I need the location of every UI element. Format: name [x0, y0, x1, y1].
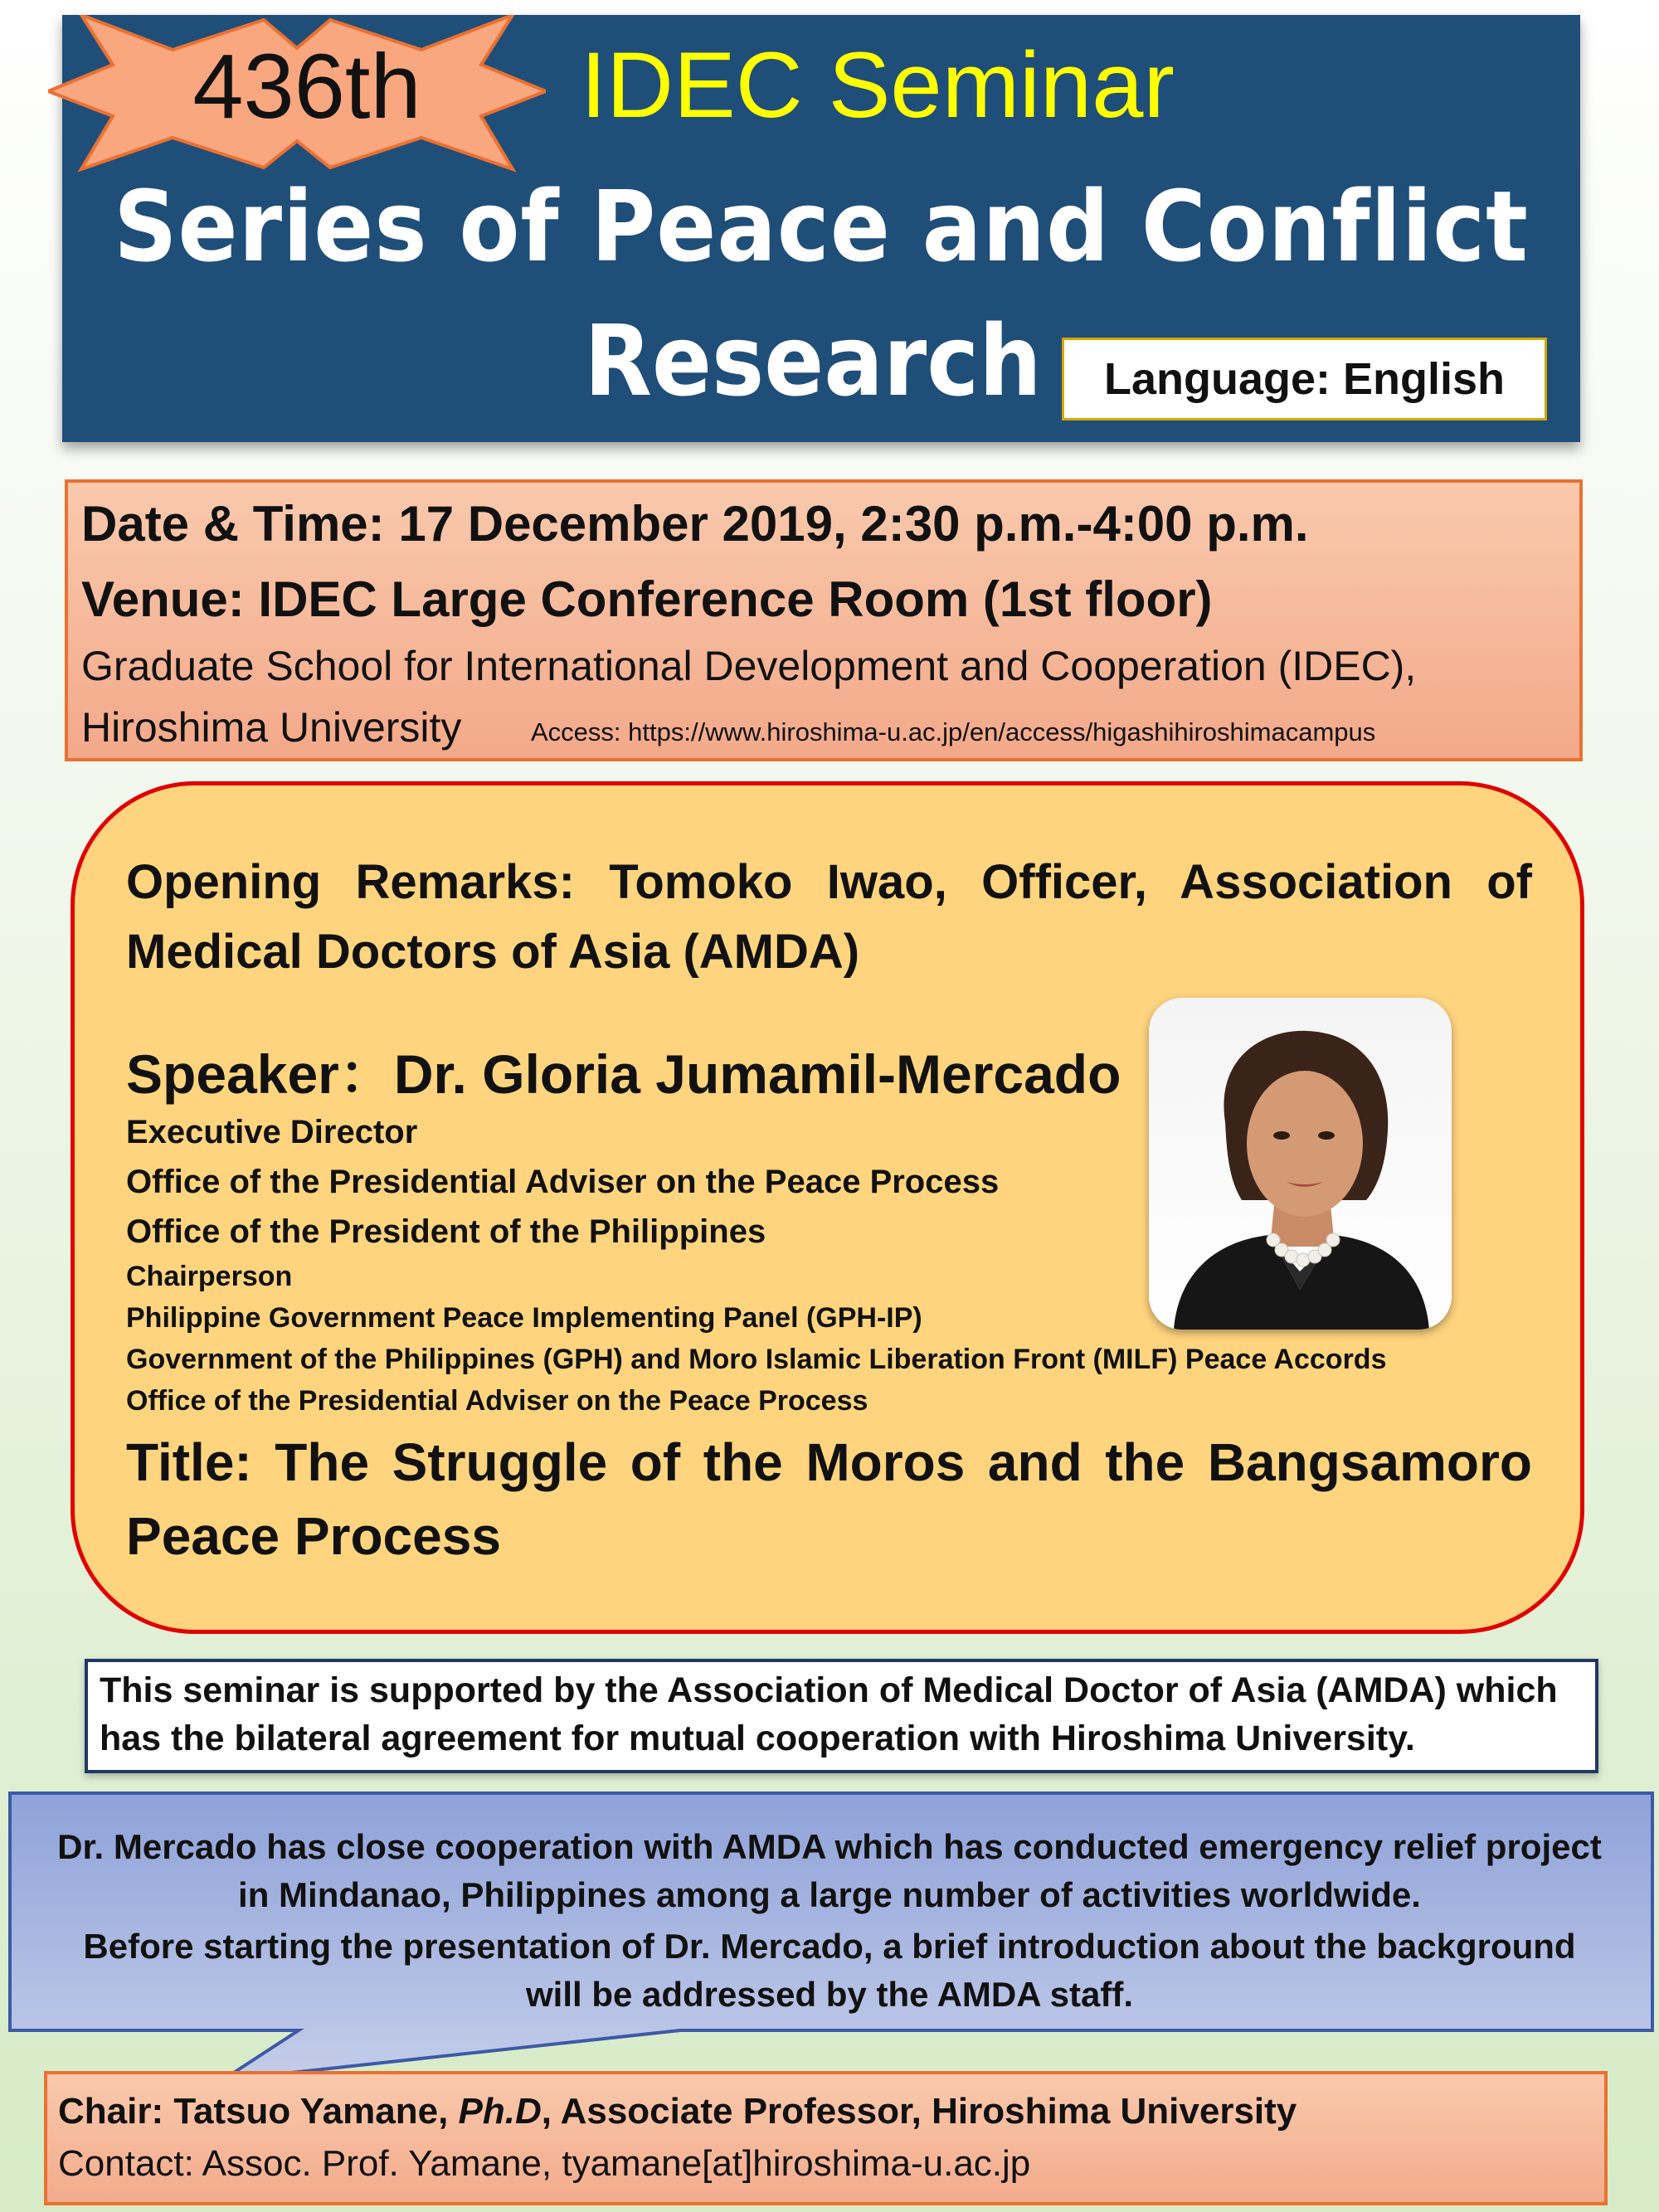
date-time: Date & Time: 17 December 2019, 2:30 p.m.-4:00 p.m.	[81, 496, 1309, 552]
chair-degree: Ph.D	[458, 2091, 542, 2132]
chair-line	[58, 2086, 1593, 2137]
series-title-line2: Research	[584, 304, 1042, 418]
chair-suffix: , Associate Professor, Hiroshima University	[541, 2091, 1297, 2132]
venue: Venue: IDEC Large Conference Room (1st floor)	[81, 571, 1213, 627]
language-badge: Language: English	[1062, 338, 1547, 421]
opening-remarks-line2: Medical Doctors of Asia (AMDA)	[126, 925, 860, 979]
speaker-role: Chairperson	[126, 1261, 293, 1292]
seminar-number: 436th	[192, 36, 421, 138]
callout-line: Dr. Mercado has close cooperation with AMDA which has conducted emergency relief project	[57, 1827, 1602, 1866]
series-title-line1: Series of Peace and Conflict	[114, 169, 1529, 284]
school-name: Graduate School for International Development and Cooperation (IDEC),	[81, 643, 1417, 689]
support-note-line2: has the bilateral agreement for mutual cooperation with Hiroshima University.	[100, 1719, 1415, 1758]
lecture-title-line1: Title: The Struggle of the Moros and the Bangsamoro	[126, 1432, 1532, 1492]
lecture-title-line2: Peace Process	[126, 1506, 501, 1566]
callout-line: in Mindanao, Philippines among a large number of activities worldwide.	[238, 1875, 1421, 1914]
seminar-title: IDEC Seminar	[581, 33, 1175, 137]
callout-line: Before starting the presentation of Dr. Mercado, a brief introduction about the background	[83, 1927, 1576, 1966]
access-link[interactable]: Access: https://www.hiroshima-u.ac.jp/en/access/higashihiroshimacampus	[531, 717, 1376, 746]
opening-remarks-line1: Opening Remarks: Tomoko Iwao, Officer, Association of	[126, 855, 1532, 909]
speaker-role: Office of the Presidential Adviser on the Peace Process	[126, 1385, 868, 1417]
speaker-role: Government of the Philippines (GPH) and Moro Islamic Liberation Front (MILF) Peace Accords	[126, 1344, 1387, 1375]
university-name: Hiroshima University	[81, 704, 462, 751]
speaker-photo	[1149, 998, 1452, 1330]
callout-line: will be addressed by the AMDA staff.	[525, 1975, 1134, 2014]
speaker-name: Speaker：Dr. Gloria Jumamil-Mercado	[126, 1043, 1121, 1105]
speaker-role: Office of the Presidential Adviser on the Peace Process	[126, 1164, 1000, 1200]
speaker-role: Office of the President of the Philippines	[126, 1213, 766, 1250]
speaker-role: Executive Director	[126, 1114, 418, 1150]
chair-prefix: Chair: Tatsuo Yamane,	[58, 2091, 459, 2132]
support-note-line1: This seminar is supported by the Association of Medical Doctor of Asia (AMDA) which	[100, 1670, 1558, 1710]
contact-line: Contact: Assoc. Prof. Yamane, tyamane[at]hiroshima-u.ac.jp	[58, 2143, 1031, 2184]
speaker-role: Philippine Government Peace Implementing Panel (GPH-IP)	[126, 1302, 922, 1334]
